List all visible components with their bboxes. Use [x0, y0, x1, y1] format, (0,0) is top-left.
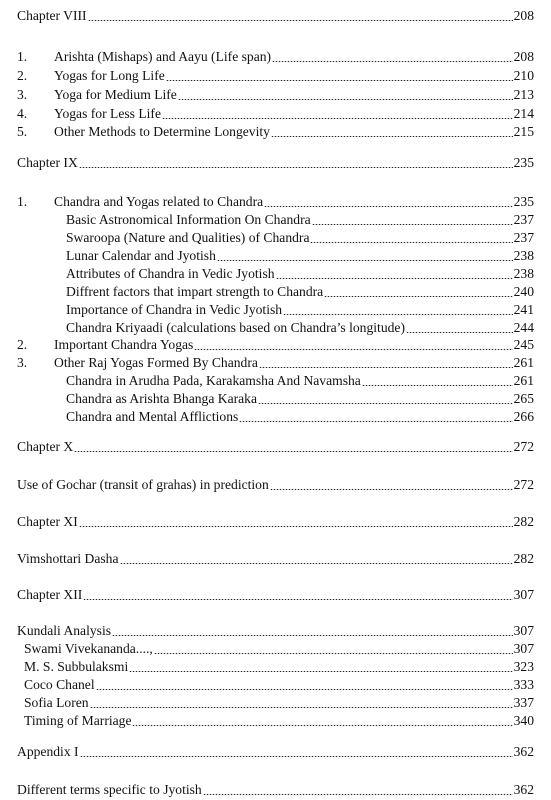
toc-entry-title: Chandra as Arishta Bhanga Karaka: [66, 391, 258, 406]
toc-page-number: 240: [513, 284, 534, 299]
toc-entry-title: Other Raj Yogas Formed By Chandra: [54, 355, 258, 370]
dot-leader: [310, 242, 512, 243]
toc-entry: [66, 263, 534, 282]
toc-entry: [66, 370, 534, 389]
dot-leader: [239, 421, 512, 422]
toc-entry-title: Chapter VIII: [17, 8, 87, 23]
toc-entry-title: Swaroopa (Nature and Qualities) of Chandra: [66, 230, 310, 245]
toc-chapter-entry: [17, 620, 534, 639]
toc-page-number: 307: [513, 623, 534, 638]
toc-page-number: 282: [513, 551, 534, 566]
toc-entry: [66, 281, 534, 300]
toc-entry-title: Sofia Loren: [24, 695, 89, 710]
toc-entry-title: Different terms specific to Jyotish: [17, 782, 202, 797]
toc-page-number: 215: [513, 124, 534, 139]
toc-page-number: 333: [513, 677, 534, 692]
toc-page-number: 307: [513, 587, 534, 602]
dot-leader: [80, 756, 513, 757]
toc-page-number: 208: [513, 8, 534, 23]
toc-entry-title: Swami Vivekananda....,: [24, 641, 153, 656]
toc-entry-title: Chapter X: [17, 439, 74, 454]
dot-leader: [88, 20, 513, 21]
toc-page-number: 272: [513, 477, 534, 492]
dot-leader: [272, 61, 513, 62]
toc-entry: [17, 103, 534, 122]
toc-entry-title: Chapter XII: [17, 587, 83, 602]
dot-leader: [276, 278, 513, 279]
toc-entry-title: Basic Astronomical Information On Chandra: [66, 212, 311, 227]
toc-entry-title: Yogas for Long Life: [54, 68, 165, 83]
dot-leader: [283, 314, 513, 315]
toc-entry-title: Chapter IX: [17, 155, 78, 170]
dot-leader: [154, 653, 513, 654]
toc-page-number: 307: [513, 641, 534, 656]
toc-chapter-entry: [17, 5, 534, 24]
toc-entry: [66, 406, 534, 425]
toc-entry-number: 5.: [17, 124, 28, 139]
toc-entry: [17, 65, 534, 84]
toc-chapter-entry: [17, 779, 534, 798]
toc-entry-number: 3.: [17, 87, 28, 102]
toc-page-number: 244: [513, 320, 534, 335]
dot-leader: [112, 635, 513, 636]
toc-entry-title: Chandra Kriyaadi (calculations based on Chandra’s longitude): [66, 320, 405, 335]
toc-page-number: 340: [513, 713, 534, 728]
toc-entry: [24, 674, 534, 693]
toc-entry: [24, 638, 534, 657]
dot-leader: [132, 725, 512, 726]
toc-entry-title: Other Methods to Determine Longevity: [54, 124, 270, 139]
toc-page-number: 362: [513, 782, 534, 797]
toc-page-number: 208: [513, 49, 534, 64]
toc-entry-title: Kundali Analysis: [17, 623, 112, 638]
toc-page-number: 261: [513, 373, 534, 388]
dot-leader: [120, 563, 513, 564]
toc-entry: [17, 191, 534, 210]
toc-entry-title: Coco Chanel: [24, 677, 95, 692]
toc-entry-number: 1.: [17, 49, 28, 64]
dot-leader: [312, 224, 513, 225]
toc-entry-number: 2.: [17, 68, 28, 83]
toc-page-number: 261: [513, 355, 534, 370]
toc-entry-title: Vimshottari Dasha: [17, 551, 119, 566]
toc-page-number: 265: [513, 391, 534, 406]
toc-page-number: 266: [513, 409, 534, 424]
toc-page-number: 210: [513, 68, 534, 83]
toc-page-number: 235: [513, 155, 534, 170]
toc-page-number: 323: [513, 659, 534, 674]
dot-leader: [264, 206, 512, 207]
toc-entry: [66, 245, 534, 264]
toc-entry-title: Chapter XI: [17, 514, 78, 529]
toc-chapter-entry: [17, 474, 534, 493]
toc-entry-number: 1.: [17, 194, 28, 209]
toc-entry-title: Important Chandra Yogas: [54, 337, 194, 352]
toc-page-number: 237: [513, 212, 534, 227]
toc-page-number: 362: [513, 744, 534, 759]
toc-entry-title: Lunar Calendar and Jyotish: [66, 248, 216, 263]
toc-entry-title: Use of Gochar (transit of grahas) in prediction: [17, 477, 269, 492]
dot-leader: [90, 707, 513, 708]
dot-leader: [203, 794, 513, 795]
dot-leader: [79, 526, 513, 527]
toc-page-number: 213: [513, 87, 534, 102]
toc-entry-title: Importance of Chandra in Vedic Jyotish: [66, 302, 283, 317]
toc-entry-title: Appendix I: [17, 744, 79, 759]
dot-leader: [83, 599, 512, 600]
dot-leader: [406, 332, 513, 333]
toc-entry: [24, 692, 534, 711]
toc-entry: [66, 388, 534, 407]
dot-leader: [74, 451, 512, 452]
toc-page-number: 337: [513, 695, 534, 710]
toc-page-number: 235: [513, 194, 534, 209]
toc-entry-title: Timing of Marriage: [24, 713, 132, 728]
dot-leader: [166, 80, 513, 81]
toc-page-number: 282: [513, 514, 534, 529]
dot-leader: [162, 118, 513, 119]
toc-entry: [17, 46, 534, 65]
toc-page-number: 238: [513, 266, 534, 281]
toc-entry-number: 3.: [17, 355, 28, 370]
toc-page-number: 245: [513, 337, 534, 352]
toc-entry-title: Chandra in Arudha Pada, Karakamsha And Navamsha: [66, 373, 361, 388]
toc-page-number: 272: [513, 439, 534, 454]
dot-leader: [324, 296, 512, 297]
toc-entry-title: Chandra and Yogas related to Chandra: [54, 194, 264, 209]
toc-entry-title: Chandra and Mental Afflictions: [66, 409, 239, 424]
toc-page-number: 241: [513, 302, 534, 317]
toc-entry-number: 2.: [17, 337, 28, 352]
dot-leader: [362, 385, 513, 386]
toc-entry-title: Arishta (Mishaps) and Aayu (Life span): [54, 49, 272, 64]
dot-leader: [96, 689, 513, 690]
dot-leader: [79, 167, 513, 168]
toc-entry: [17, 334, 534, 353]
toc-entry: [66, 227, 534, 246]
toc-chapter-entry: [17, 511, 534, 530]
dot-leader: [259, 367, 513, 368]
toc-entry: [17, 352, 534, 371]
toc-chapter-entry: [17, 548, 534, 567]
toc-entry: [24, 710, 534, 729]
toc-entry: [17, 84, 534, 103]
toc-entry-title: Attributes of Chandra in Vedic Jyotish: [66, 266, 275, 281]
toc-entry: [66, 209, 534, 228]
dot-leader: [270, 489, 513, 490]
toc-chapter-entry: [17, 584, 534, 603]
toc-entry-title: Yogas for Less Life: [54, 106, 161, 121]
dot-leader: [258, 403, 513, 404]
toc-page-number: 237: [513, 230, 534, 245]
toc-entry: [17, 121, 534, 140]
toc-page-number: 214: [513, 106, 534, 121]
toc-chapter-entry: [17, 741, 534, 760]
dot-leader: [271, 136, 513, 137]
dot-leader: [217, 260, 513, 261]
toc-entry-number: 4.: [17, 106, 28, 121]
toc-entry: [24, 656, 534, 675]
dot-leader: [178, 99, 513, 100]
toc-entry-title: M. S. Subbulaksmi: [24, 659, 129, 674]
toc-entry-title: Diffrent factors that impart strength to Chandra: [66, 284, 324, 299]
toc-entry-title: Yoga for Medium Life: [54, 87, 177, 102]
toc-chapter-entry: [17, 436, 534, 455]
toc-page-number: 238: [513, 248, 534, 263]
dot-leader: [129, 671, 512, 672]
toc-chapter-entry: [17, 152, 534, 171]
dot-leader: [194, 349, 512, 350]
toc-entry: [66, 299, 534, 318]
